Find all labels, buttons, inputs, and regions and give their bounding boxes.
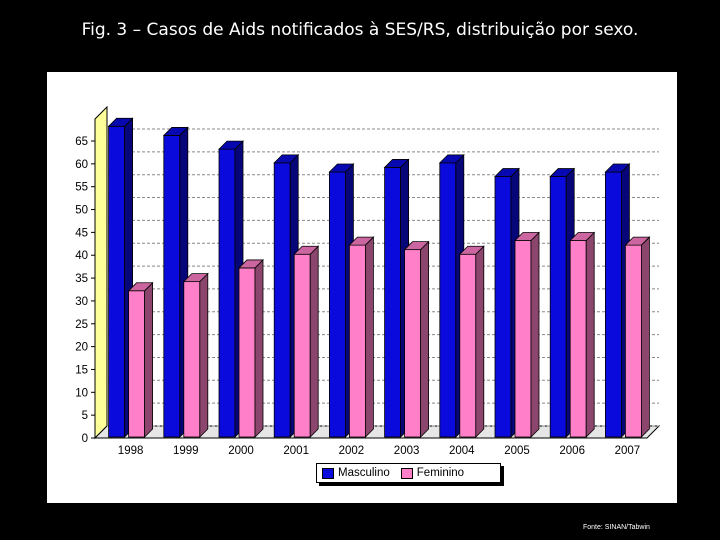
y-tick-label: 5 [81,410,88,423]
bar-feminino-2003 [405,250,421,437]
legend-label-feminino: Feminino [416,467,465,479]
bar-masculino-2001 [274,163,290,437]
y-tick-label: 0 [81,433,88,445]
x-tick-label: 2006 [559,445,585,457]
bar-feminino-1998 [129,291,145,437]
bar-masculino-2005 [495,177,511,437]
bar-feminino-2004 [460,254,476,437]
y-tick-label: 60 [75,158,88,171]
bar-masculino-2004 [440,163,456,437]
chart-panel [47,72,677,503]
bar-masculino-2000 [219,149,235,437]
bar-side-feminino-2001 [310,246,318,437]
x-tick-label: 2005 [504,445,530,457]
bar-masculino-2003 [385,167,401,437]
legend-item-feminino [401,467,464,479]
bar-feminino-2006 [570,241,586,437]
legend-swatch-masculino [322,468,334,479]
bar-feminino-2007 [625,245,641,437]
bar-side-feminino-2004 [476,246,484,437]
bar-side-feminino-2005 [531,233,539,437]
bar-side-feminino-1998 [145,283,153,437]
bar-side-feminino-2006 [586,233,594,437]
source-note: Fonte: SINAN/Tabwin [583,524,650,531]
y-tick-label: 65 [75,136,88,148]
x-tick-label: 2004 [449,445,475,457]
x-tick-label: 2000 [228,445,254,457]
legend [316,463,501,483]
bar-feminino-2002 [349,245,365,437]
x-tick-label: 2001 [283,445,309,457]
x-tick-label: 2007 [614,445,641,457]
y-tick-label: 30 [75,295,88,308]
bar-side-feminino-1999 [200,274,208,437]
bar-feminino-2000 [239,268,255,437]
y-tick-label: 25 [75,318,88,331]
x-tick-label: 1998 [117,445,144,457]
bar-side-feminino-2003 [421,242,429,437]
x-tick-label: 2003 [393,445,420,457]
x-tick-label: 1999 [173,445,199,457]
legend-swatch-feminino [401,468,413,479]
bar-masculino-2006 [550,177,566,437]
y-tick-label: 10 [75,387,88,400]
bar-masculino-2007 [605,172,621,437]
y-tick-label: 55 [75,181,88,194]
bar-side-feminino-2002 [365,237,373,437]
bar-side-feminino-2000 [255,260,263,437]
y-tick-label: 45 [75,227,88,240]
bar-feminino-2001 [294,254,310,437]
y-tick-label: 50 [75,204,88,217]
y-tick-label: 40 [75,250,88,263]
bar-feminino-2005 [515,241,531,437]
bar-masculino-1998 [109,126,125,437]
y-tick-label: 15 [75,364,88,377]
x-tick-label: 2002 [338,445,365,457]
chart-left-wall [95,107,107,438]
y-tick-label: 35 [75,273,88,286]
bar-side-feminino-2007 [641,237,649,437]
legend-item-masculino [322,467,390,479]
bar-masculino-1999 [164,135,180,437]
bar-masculino-2002 [329,172,345,437]
chart-title: Fig. 3 – Casos de Aids notificados à SES/RS, distribuição por sexo. [81,20,639,40]
legend-label-masculino: Masculino [338,467,390,479]
bar-feminino-1999 [184,282,200,437]
y-tick-label: 20 [75,341,88,354]
bar-chart [47,72,677,503]
